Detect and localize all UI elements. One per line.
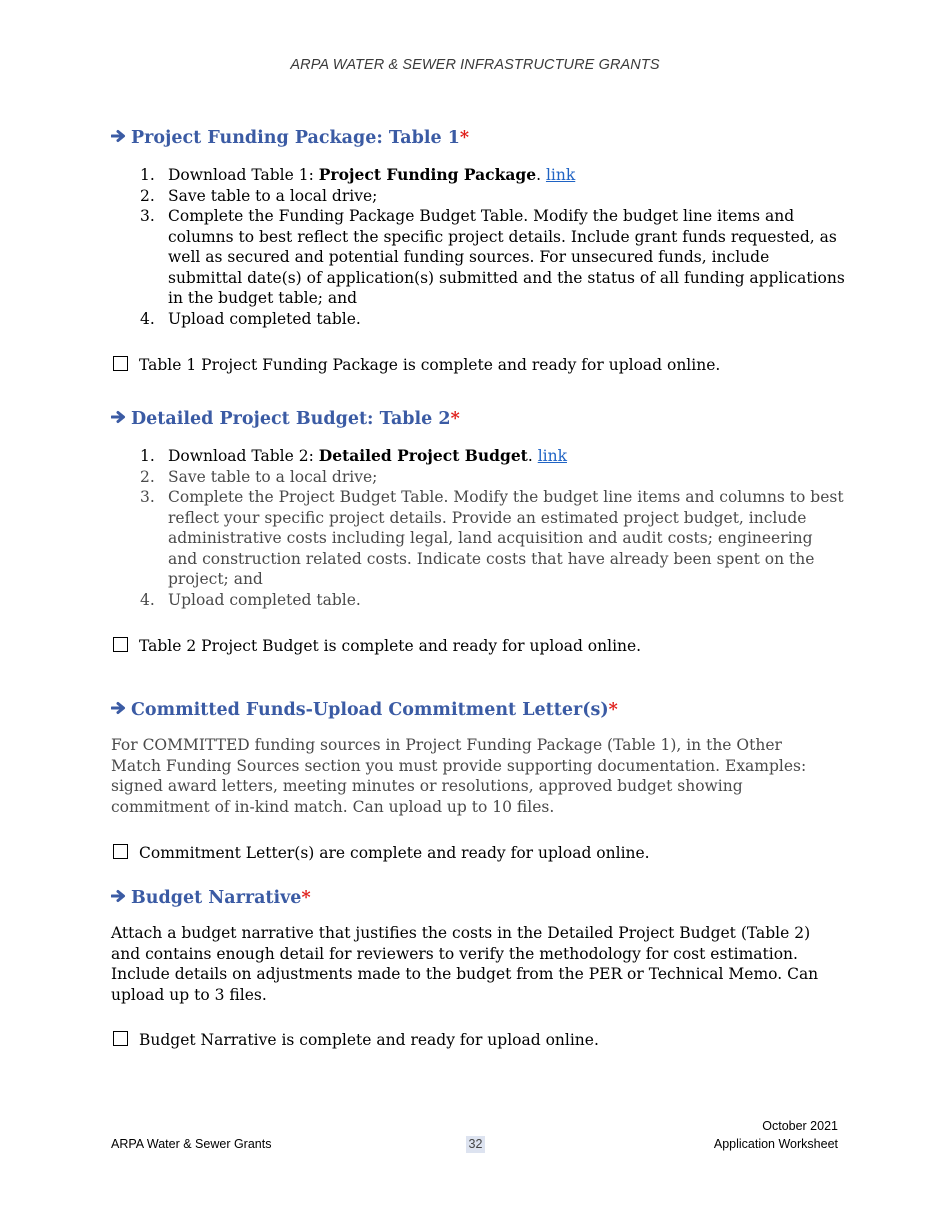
list-number: 3. [140,207,155,225]
list-item [131,309,846,330]
arrow-right-icon [111,409,131,429]
step-text: Upload completed table. [168,309,361,328]
list-item [131,590,846,611]
list-number: 1. [140,447,155,465]
required-marker: * [608,700,618,720]
running-header: ARPA WATER & SEWER INFRASTRUCTURE GRANTS [290,57,660,73]
list-item [131,206,846,309]
section-heading-committed-funds [111,700,618,720]
section-heading-detailed-project-budget [111,409,460,429]
table-1-checkbox[interactable] [113,356,128,371]
step-text: Save table to a local drive; [168,186,378,205]
checklist-item-commitment-letters [113,844,650,862]
list-item [131,467,846,488]
footer-right: Application Worksheet [713,1137,838,1151]
committed-funds-description: For COMMITTED funding sources in Project Funding Package (Table 1), in the Other Match Funding Sources section you must provide supporting documentation. Examples: signed award letters, meeting minutes or resolutions, approved budget showing commitment of in-kind match. Can upload up to 10 files. [111,736,807,816]
section-title: Project Funding Package: Table 1 [131,128,460,148]
section-title: Detailed Project Budget: Table 2 [131,409,451,429]
list-item [131,186,846,207]
section-heading-project-funding-package [111,128,469,148]
step-text: Save table to a local drive; [168,467,378,486]
step-bold-text: Detailed Project Budget [318,446,528,465]
required-marker: * [450,409,460,429]
checkbox-label: Budget Narrative is complete and ready for upload online. [139,1031,599,1049]
checklist-item-table-2 [113,637,641,655]
required-marker: * [301,888,311,908]
download-table-2-link[interactable]: link [537,447,567,465]
step-text: Download Table 1: [168,166,319,184]
step-text: Download Table 2: [168,447,319,465]
arrow-right-icon [111,888,131,908]
step-text: Complete the Project Budget Table. Modify the budget line items and columns to best reflect your specific project details. Provide an estimated project budget, include administrative costs including legal, land acquisition and audit costs; engineering and construction related costs. Indicate costs that have already been spent on the project; and [168,488,844,588]
list-number: 4. [140,309,155,328]
commitment-letters-checkbox[interactable] [113,844,128,859]
checklist-item-table-1 [113,356,720,374]
list-item [131,446,846,467]
list-item [131,165,846,186]
step-text-suffix: . [527,447,538,465]
list-number: 2. [140,186,155,205]
checkbox-label: Table 1 Project Funding Package is complete and ready for upload online. [139,356,721,374]
arrow-right-icon [111,700,131,720]
page-number: 32 [466,1136,485,1153]
table-2-checkbox[interactable] [113,637,128,652]
checkbox-label: Commitment Letter(s) are complete and ready for upload online. [139,844,650,862]
checklist-item-budget-narrative [113,1031,599,1049]
section-title: Budget Narrative [131,888,302,908]
step-text: Complete the Funding Package Budget Table. Modify the budget line items and columns to best reflect the specific project details. Include grant funds requested, as well as secured and potential funding sources. For unsecured funds, include submittal date(s) of application(s) submitted and the status of all funding applications in the budget table; and [168,207,845,307]
section-heading-budget-narrative [111,888,311,908]
steps-list-table-2 [131,446,846,610]
list-number: 2. [140,467,155,486]
step-text-suffix: . [536,166,546,184]
list-item [131,487,846,590]
step-bold-text: Project Funding Package [318,165,537,184]
budget-narrative-description: Attach a budget narrative that justifies the costs in the Detailed Project Budget (Table 2) and contains enough detail for reviewers to verify the methodology for cost estimation. Include details on adjustments made to the budget from the PER or Technical Memo. Can upload up to 3 files. [111,924,819,1004]
list-number: 1. [140,166,155,184]
step-text: Upload completed table. [168,590,361,609]
footer-left: ARPA Water & Sewer Grants [111,1137,272,1151]
list-number: 3. [140,488,155,506]
required-marker: * [459,128,470,148]
download-table-1-link[interactable]: link [545,166,576,184]
budget-narrative-checkbox[interactable] [113,1031,128,1046]
footer-date: October 2021 [762,1119,838,1133]
checkbox-label: Table 2 Project Budget is complete and ready for upload online. [139,637,642,655]
list-number: 4. [140,590,155,609]
section-title: Committed Funds-Upload Commitment Letter(s) [131,700,609,720]
steps-list-table-1 [131,165,846,329]
arrow-right-icon [111,128,131,148]
